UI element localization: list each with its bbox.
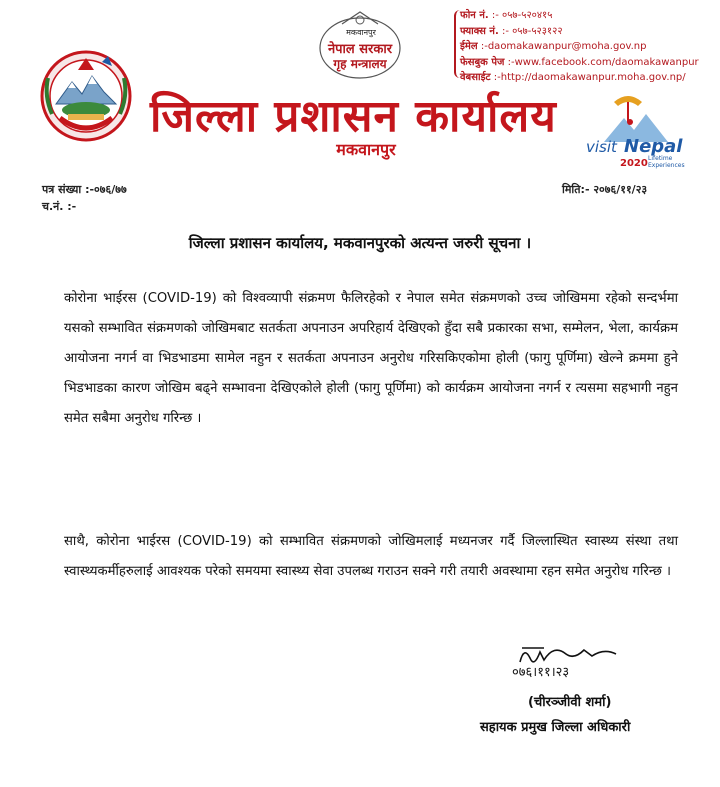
contact-block <box>460 8 716 86</box>
visit-text: visit <box>586 138 617 156</box>
contact-facebook[interactable]: फेसबुक पेज :-www.facebook.com/daomakawanpur <box>460 56 699 68</box>
contact-phone: फोन नं. :- ०५७-५२०४१५ <box>460 10 553 21</box>
notice-heading: जिल्ला प्रशासन कार्यालय, मकवानपुरको अत्यन्त जरुरी सूचना । <box>188 234 532 252</box>
visit-nepal-logo-icon <box>584 88 694 178</box>
nepal-text: Nepal <box>624 136 683 157</box>
seal-org-line2: गृह मन्त्रालय <box>333 57 387 71</box>
notice-paragraph-2: साथै, कोरोना भाईरस (COVID-19) को सम्भावित संक्रमणको जोखिमलाई मध्यनजर गर्दै जिल्लास्थित स्वास्थ्य संस्था तथा स्वास्थ्यकर्मीहरुलाई आवश्यक परेको समयमा स्वास्थ्य सेवा उपलब्ध गराउन सक्ने गरी तयारी अवस्थामा रहन समेत अनुरोध गरिन्छ । <box>64 534 678 579</box>
contact-website[interactable]: वेबसाईट :-http://daomakawanpur.moha.gov.np/ <box>460 72 686 83</box>
contact-email[interactable]: ईमेल :-daomakawanpur@moha.gov.np <box>460 41 647 52</box>
seal-district-text: मकवानपुर <box>346 28 376 37</box>
seal-org-line1: नेपाल सरकार <box>327 42 393 57</box>
dispatch-number: च.नं. :- <box>42 200 77 213</box>
nepal-emblem-icon <box>38 48 134 144</box>
letter-date: मिति:- २०७६/११/२३ <box>562 183 648 196</box>
notice-paragraph-1: कोरोना भाईरस (COVID-19) को विश्वव्यापी संक्रमण फैलिरहेको र नेपाल समेत संक्रमणको उच्च जोखिममा रहेको सन्दर्भमा यसको सम्भावित संक्रमणको जोखिमबाट सतर्कता अपनाउन अपरिहार्य देखिएको हुँदा सबै प्रकारका सभा, सम्मेलन, भेला, कार्यक्रम आयोजना नगर्न वा भिडभाडमा सामेल नहुन र सतर्कता अपनाउन अनुरोध गरिसकिएकोमा होली (फागु पूर्णिमा) खेल्ने क्रममा हुने भिडभाडका कारण जोखिम बढ्ने सम्भावना देखिएकोले होली (फागु पूर्णिमा) को कार्यक्रम आयोजना नगर्न र त्यसमा सहभागी नहुन समेत सबैमा अनुरोध गरिन्छ । <box>64 291 678 426</box>
contact-fax: फ्याक्स नं. :- ०५७-५२३१२२ <box>460 25 563 37</box>
letter-number: पत्र संख्या :-०७६/७७ <box>42 183 127 196</box>
signature-date: ०७६।११।२३ <box>512 665 570 680</box>
district-name: मकवानपुर <box>336 140 396 159</box>
tagline1-text: Lifetime <box>648 155 673 162</box>
year-text: 2020 <box>620 158 648 169</box>
office-title: जिल्ला प्रशासन कार्यालय <box>150 91 557 142</box>
tagline2-text: Experiences <box>648 162 685 169</box>
signatory-name: (चीरञ्जीवी शर्मा) <box>528 695 612 710</box>
signatory-title: सहायक प्रमुख जिल्ला अधिकारी <box>480 720 631 735</box>
